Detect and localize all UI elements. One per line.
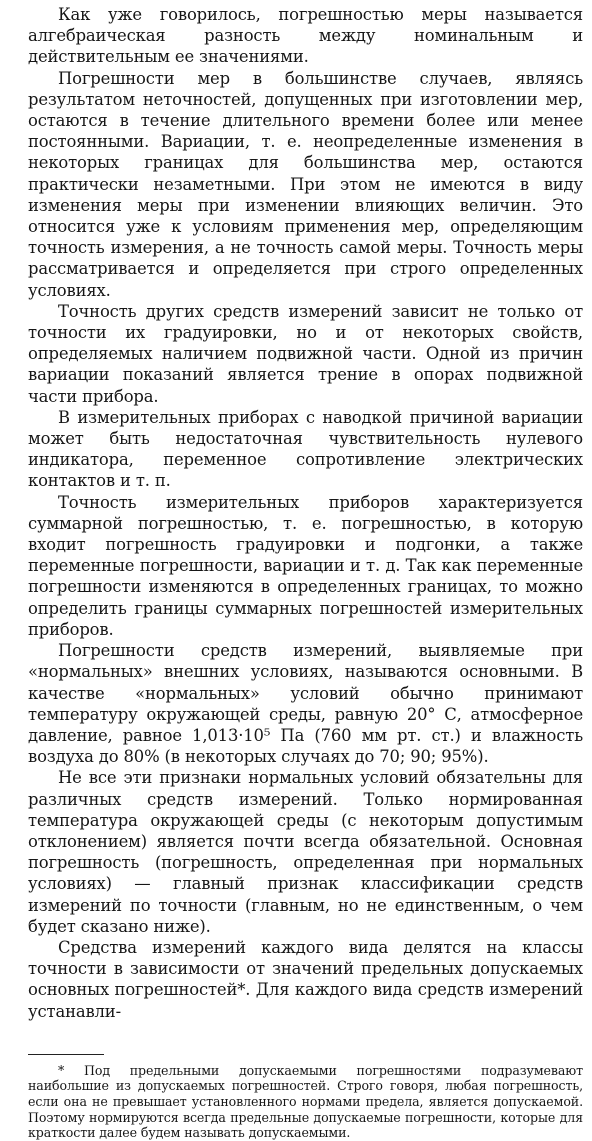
paragraph: Погрешности мер в большинстве случаев, являясь результатом неточностей, допущенных при изготовлении мер, остаются в течение длительного времени более или менее постоянными. Вариации, т. е. неопределенные изменения в некоторых границах для большинства мер, остаются практически незаметными. При этом не имеются в виду изменения меры при изменении влияющих величин. Это относится уже к условиям применения мер, определяющим точность измерения, а не точность самой меры. Точность меры рассматривается и определяется при строго определенных условиях.: [28, 68, 583, 300]
paragraph: В измерительных приборах с наводкой причиной вариации может быть недостаточная чувствительность нулевого индикатора, переменное сопротивление электрических контактов и т. п.: [28, 407, 583, 491]
footnote-divider: [28, 1054, 104, 1055]
paragraph: Не все эти признаки нормальных условий обязательны для различных средств измерений. Только нормированная температура окружающей среды (с некоторым допустимым отклонением) является почти всегда обязательной. Основная погрешность (погрешность, определенная при нормальных условиях) — главный признак классификации средств измерений по точности (главным, но не единственным, о чем будет сказано ниже).: [28, 768, 583, 936]
paragraph: Как уже говорилось, погрешностью меры называется алгебраическая разность между номинальным и действительным ее значениями.: [28, 5, 583, 67]
paragraph: Точность измерительных приборов характеризуется суммарной погрешностью, т. е. погрешностью, в которую входит погрешность градуировки и подгонки, а также переменные погрешности, вариации и т. д. Так как переменные погрешности изменяются в определенных границах, то можно определить границы суммарных погрешностей измерительных приборов.: [28, 492, 583, 639]
paragraph: Точность других средств измерений зависит не только от точности их градуировки, но и от некоторых свойств, определяемых наличием подвижной части. Одной из причин вариации показаний является трение в опорах подвижной части прибора.: [28, 301, 583, 406]
footnote: * Под предельными допускаемыми погрешностями подразумевают наибольшие из допускаемых погрешностей. Строго говоря, любая погрешность, если она не превышает установленного нормами предела, является допускаемой. Поэтому нормируются всегда предельные допускаемые погрешности, которые для краткости далее будем называть допускаемыми.: [28, 1062, 583, 1141]
paragraph: Средства измерений каждого вида делятся на классы точности в зависимости от значений предельных допускаемых основных погрешностей*. Для каждого вида средств измерений устанавли-: [28, 937, 583, 1021]
paragraph: Погрешности средств измерений, выявляемые при «нормальных» внешних условиях, называются основными. В качестве «нормальных» условий обычно принимают температуру окружающей среды, равную 20° С, атмосферное давление, равное 1,013·10⁵ Па (760 мм рт. ст.) и влажность воздуха до 80% (в некоторых случаях до 70; 90; 95%).: [28, 641, 583, 767]
